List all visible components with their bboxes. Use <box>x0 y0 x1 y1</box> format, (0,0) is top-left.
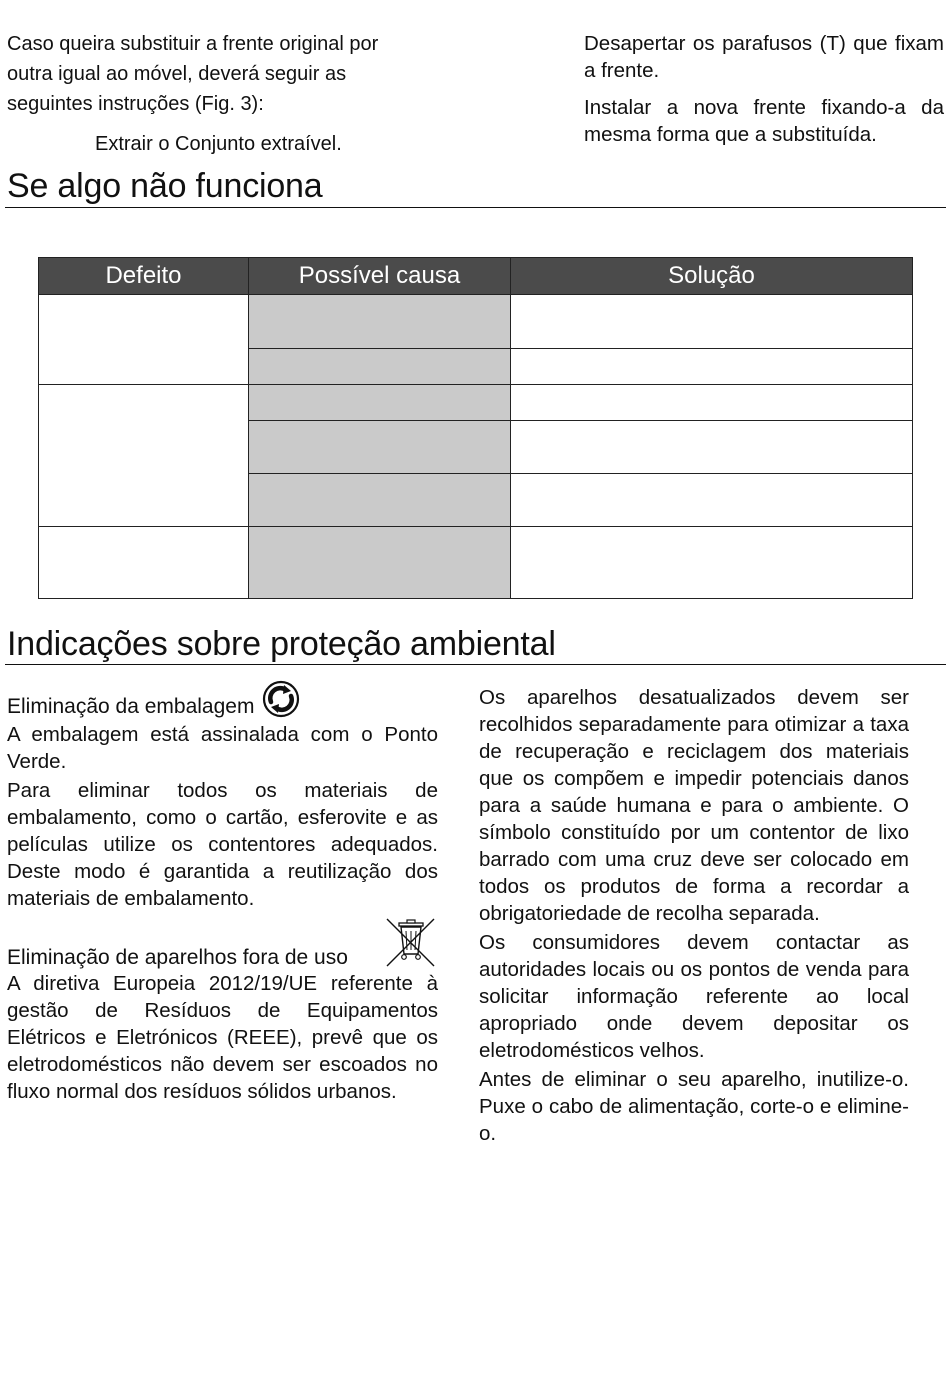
cause-cell <box>249 474 511 527</box>
packaging-paragraph-1: A embalagem está assinalada com o Ponto Verde. <box>7 723 438 773</box>
defect-cell <box>39 385 249 527</box>
troubleshooting-heading: Se algo não funciona <box>7 167 323 205</box>
appliance-title: Eliminação de aparelhos fora de uso <box>7 946 348 969</box>
cause-cell <box>249 385 511 421</box>
column-header-solution: Solução <box>511 258 913 295</box>
heading-rule <box>5 664 946 665</box>
defect-cell <box>39 295 249 385</box>
column-header-cause: Possível causa <box>249 258 511 295</box>
intro-step-3: Instalar a nova frente fixando-a da mesma forma que a substituída. <box>584 96 944 146</box>
intro-left <box>7 29 437 119</box>
solution-cell <box>511 474 913 527</box>
solution-cell <box>511 295 913 349</box>
environment-right-column <box>479 684 909 1147</box>
packaging-title: Eliminação da embalagem <box>7 695 255 718</box>
intro-line: seguintes instruções (Fig. 3): <box>7 93 264 115</box>
table-row <box>39 527 913 599</box>
column-header-defect: Defeito <box>39 258 249 295</box>
intro-line: Caso queira substituir a frente original por <box>7 33 379 55</box>
defect-cell <box>39 527 249 599</box>
appliance-title-row <box>7 916 438 970</box>
table-header-row <box>39 258 913 295</box>
packaging-paragraph-2: Para eliminar todos os materiais de embalamento, como o cartão, esferovite e as películas utilize os contentores adequados. Deste modo é garantida a reutilização dos materiais de embalamento. <box>7 779 438 910</box>
green-dot-recycle-icon <box>262 680 300 718</box>
troubleshooting-table <box>38 257 913 599</box>
packaging-section <box>7 678 438 1105</box>
appliance-paragraph-1: A diretiva Europeia 2012/19/UE referente à gestão de Resíduos de Equipamentos Elétricos e Eletrónicos (REEE), prevê que os eletrodomésticos não devem ser escoados no fluxo normal dos resíduos sólidos urbanos. <box>7 972 438 1103</box>
environment-heading: Indicações sobre proteção ambiental <box>7 625 556 663</box>
table-row <box>39 295 913 349</box>
right-paragraph-1: Os aparelhos desatualizados devem ser recolhidos separadamente para otimizar a taxa de recuperação e reciclagem dos materiais que os compõem e impedir potenciais danos para a saúde humana e para o ambiente. O símbolo constituído por um contentor de lixo barrado com uma cruz deve ser colocado em todos os produtos de forma a recordar a obrigatoriedade de recolha separada. <box>479 686 909 925</box>
cause-cell <box>249 349 511 385</box>
heading-rule <box>5 207 946 208</box>
solution-cell <box>511 349 913 385</box>
cause-cell <box>249 421 511 474</box>
cause-cell <box>249 527 511 599</box>
solution-cell <box>511 385 913 421</box>
intro-line: outra igual ao móvel, deverá seguir as <box>7 63 347 85</box>
intro-step-2: Desapertar os parafusos (T) que fixam a frente. <box>584 32 944 82</box>
right-paragraph-2: Os consumidores devem contactar as autoridades locais ou os pontos de venda para solicitar informação referente ao local apropriado onde devem depositar os eletrodomésticos velhos. <box>479 931 909 1062</box>
right-paragraph-3: Antes de eliminar o seu aparelho, inutilize-o. Puxe o cabo de alimentação, corte-o e elimine-o. <box>479 1068 909 1145</box>
crossed-out-bin-icon <box>384 916 438 970</box>
solution-cell <box>511 527 913 599</box>
table-row <box>39 385 913 421</box>
cause-cell <box>249 295 511 349</box>
intro-step-1: Extrair o Conjunto extraível. <box>95 133 342 155</box>
packaging-title-row <box>7 678 438 720</box>
solution-cell <box>511 421 913 474</box>
